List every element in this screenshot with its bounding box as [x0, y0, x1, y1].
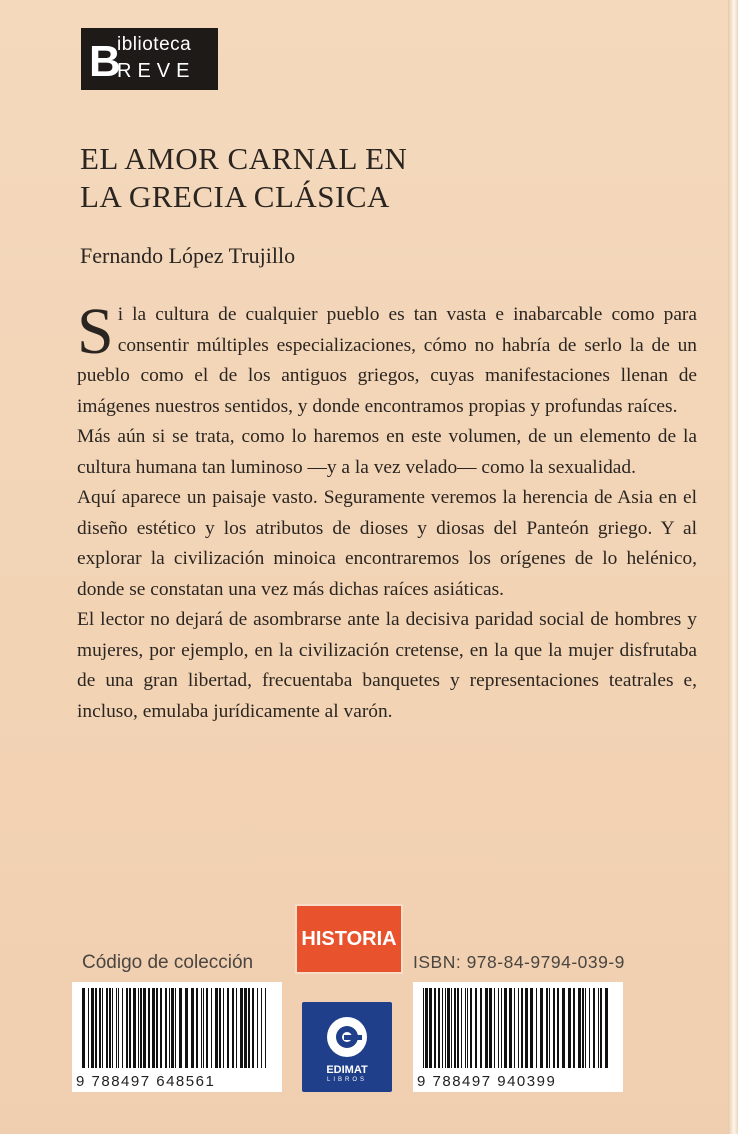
barcode-bar — [206, 988, 208, 1068]
book-title — [80, 140, 560, 216]
barcode-bar — [99, 988, 101, 1068]
barcode-bar — [129, 988, 131, 1068]
barcode-bar — [196, 988, 198, 1068]
barcode-bar — [140, 988, 142, 1068]
barcode-bar — [536, 988, 537, 1068]
barcode-bar — [557, 988, 559, 1068]
barcode-bar — [179, 988, 182, 1068]
publisher-name: EDIMAT — [326, 1064, 368, 1076]
paragraph-4: El lector no dejará de asombrarse ante la decisiva paridad social de hombres y mujeres, por ejemplo, en la civilización cretense, en la que la mujer disfrutaba de una gran libertad, frecuentaba banquetes y representaciones teatrales e, incluso, emulaba jurídicamente al varón. — [77, 609, 697, 722]
logo-initial: B — [89, 37, 121, 86]
barcode-bar — [122, 988, 123, 1068]
barcode-bar — [600, 988, 602, 1068]
barcode-bar — [261, 988, 262, 1068]
barcode-bar — [504, 988, 507, 1068]
barcode-bar — [585, 988, 586, 1068]
paragraph-1 — [77, 295, 697, 422]
barcode-right-number: 9 788497 940399 — [417, 1073, 557, 1090]
paragraph-2: Más aún si se trata, como lo haremos en este volumen, de un elemento de la cultura humana tan luminoso —y a la vez velado— como la sexualidad. — [77, 426, 697, 478]
barcode-bar — [442, 988, 443, 1068]
barcode-bar — [429, 988, 432, 1068]
barcode-bar — [91, 988, 94, 1068]
barcode-bar — [438, 988, 440, 1068]
barcode-bar — [470, 988, 472, 1068]
cover-edge — [728, 0, 738, 1134]
barcode-bar — [546, 988, 548, 1068]
paragraph-1-text: i la cultura de cualquier pueblo es tan vasta e inabarcable como para consentir múltiples especializaciones, cómo no habría de serlo la de un pueblo como el de los antiguos griegos, cuyas manifestaciones llenan de imágenes nuestros sentidos, y donde encontramos propias y profundas raíces. — [77, 304, 697, 417]
barcode-bar — [589, 988, 590, 1068]
barcode-bar — [112, 988, 113, 1068]
barcode-bar — [227, 988, 229, 1068]
barcode-bar — [518, 988, 519, 1068]
collection-logo — [81, 28, 218, 90]
barcode-bar — [573, 988, 575, 1068]
barcode-bar — [605, 988, 608, 1068]
barcode-bar — [171, 988, 174, 1068]
barcode-bar — [156, 988, 158, 1068]
barcode-bar — [116, 988, 117, 1068]
barcode-bar — [454, 988, 456, 1068]
barcode-bar — [148, 988, 150, 1068]
barcode-bar — [423, 988, 424, 1068]
barcode-bar — [106, 988, 108, 1068]
barcode-bar — [494, 988, 495, 1068]
barcode-bar — [549, 988, 550, 1068]
paragraph-3: Aquí aparece un paisaje vasto. Seguramente veremos la herencia de Asia en el diseño estético y los atributos de dioses y diosas del Panteón griego. Y al explorar la civilización minoica encontraremos los orígenes de lo helénico, donde se constatan una vez más dichas raíces asiáticas. — [77, 487, 697, 600]
barcode-bar — [215, 988, 218, 1068]
isbn-barcode — [413, 982, 623, 1092]
barcode-bar — [169, 988, 170, 1068]
barcode-bar — [465, 988, 466, 1068]
title-line-1: EL AMOR CARNAL EN — [80, 141, 408, 176]
barcode-bar — [232, 988, 234, 1068]
barcode-bar — [203, 988, 204, 1068]
barcode-bar — [240, 988, 243, 1068]
publisher-subtitle: LIBROS — [326, 1077, 367, 1083]
barcode-bar — [223, 988, 224, 1068]
title-line-2: LA GRECIA CLÁSICA — [80, 179, 390, 214]
barcode-bar — [109, 988, 111, 1068]
barcode-bar — [175, 988, 176, 1068]
drop-cap: S — [77, 295, 114, 368]
book-author: Fernando López Trujillo — [80, 243, 296, 268]
barcode-bar — [88, 988, 89, 1068]
collection-code-label: Código de colección — [82, 952, 254, 973]
barcode-bar — [540, 988, 543, 1068]
barcode-bar — [138, 988, 139, 1068]
barcode-bar — [219, 988, 221, 1068]
barcode-bar — [236, 988, 237, 1068]
barcode-bar — [498, 988, 499, 1068]
barcode-bar — [152, 988, 155, 1068]
barcode-bar — [509, 988, 512, 1068]
barcode-bar — [457, 988, 459, 1068]
barcode-bar — [126, 988, 128, 1068]
publisher-logo — [302, 1002, 392, 1092]
barcode-bar — [578, 988, 581, 1068]
barcode-bar — [501, 988, 502, 1068]
barcode-bar — [165, 988, 167, 1068]
collection-barcode — [72, 982, 282, 1092]
barcode-bar — [434, 988, 436, 1068]
barcode-bar — [562, 988, 565, 1068]
barcode-bar — [160, 988, 162, 1068]
barcode-bar — [95, 988, 97, 1068]
barcode-bars-right — [423, 988, 613, 1068]
synopsis — [77, 295, 697, 727]
barcode-bar — [485, 988, 488, 1068]
barcode-bar — [248, 988, 250, 1068]
logo-bottom-text: REVE — [117, 60, 196, 82]
barcode-bar — [451, 988, 452, 1068]
logo-top-text: iblioteca — [117, 34, 192, 55]
barcode-bar — [461, 988, 462, 1068]
barcode-bar — [447, 988, 450, 1068]
barcode-bar — [553, 988, 555, 1068]
barcode-bar — [582, 988, 584, 1068]
barcode-bar — [480, 988, 482, 1068]
barcode-bar — [489, 988, 492, 1068]
barcode-bar — [244, 988, 247, 1068]
barcode-bar — [467, 988, 468, 1068]
barcode-bar — [82, 988, 85, 1068]
barcode-bar — [102, 988, 103, 1068]
barcode-bars-left — [82, 988, 272, 1068]
barcode-bar — [191, 988, 194, 1068]
barcode-left-number: 9 788497 648561 — [76, 1073, 216, 1090]
barcode-bar — [514, 988, 515, 1068]
barcode-bar — [445, 988, 446, 1068]
barcode-bar — [133, 988, 136, 1068]
isbn-label: ISBN: 978-84-9794-039-9 — [413, 952, 625, 972]
barcode-bar — [185, 988, 188, 1068]
barcode-bar — [521, 988, 523, 1068]
barcode-bar — [425, 988, 428, 1068]
barcode-bar — [265, 988, 266, 1068]
barcode-bar — [598, 988, 599, 1068]
barcode-bar — [257, 988, 258, 1068]
barcode-bar — [525, 988, 528, 1068]
barcode-bar — [568, 988, 571, 1068]
barcode-bar — [475, 988, 477, 1068]
barcode-bar — [252, 988, 254, 1068]
category-badge: HISTORIA — [297, 906, 401, 972]
barcode-bar — [593, 988, 595, 1068]
barcode-bar — [201, 988, 202, 1068]
barcode-bar — [211, 988, 212, 1068]
barcode-bar — [118, 988, 119, 1068]
barcode-bar — [143, 988, 146, 1068]
barcode-bar — [530, 988, 533, 1068]
